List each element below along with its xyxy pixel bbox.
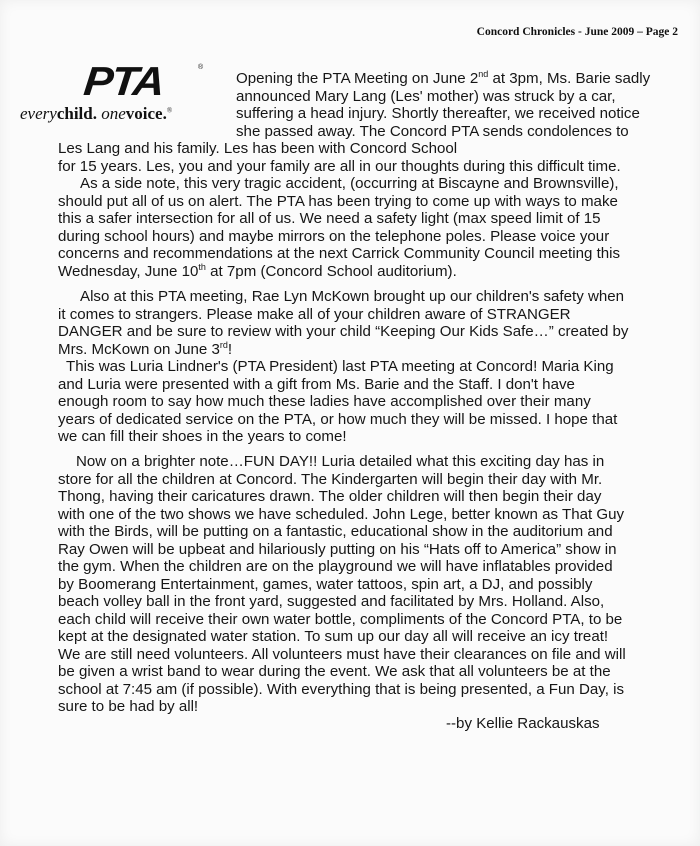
text-line: for 15 years. Les, you and your family are all in our thoughts during this difficult time.: [58, 157, 621, 175]
page-header: Concord Chronicles - June 2009 – Page 2: [476, 26, 678, 38]
article-byline: --by Kellie Rackauskas: [446, 715, 600, 732]
paragraph-opening: [236, 70, 650, 140]
tagline-one: one: [101, 104, 126, 123]
tagline-every: every: [20, 104, 57, 123]
text-line: kept at the designated water station. To sum up our day all will receive an icy treat!: [58, 628, 609, 645]
pta-logo: [20, 60, 228, 140]
text-line: Now on a brighter note…FUN DAY!! Luria detailed what this exciting day has in: [76, 453, 605, 470]
text-line: school at 7:45 am (if possible). With everything that is being presented, a Fun Day, is: [58, 680, 625, 698]
paragraph-luria-farewell: [58, 358, 617, 446]
text-segment: Opening the PTA Meeting on June 2: [236, 70, 479, 87]
ordinal-suffix: nd: [478, 68, 489, 79]
text-line: should put all of us on alert. The PTA has been trying to come up with ways to make: [58, 192, 618, 210]
ordinal-suffix: rd: [219, 339, 228, 350]
text-line: this a safer intersection for all of us. We need a safety light (max speed limit of 15: [58, 210, 601, 227]
text-line: with one of the two shows we have scheduled. John Lege, better known as That Guy: [58, 505, 625, 523]
text-line: suffering a head injury. Shortly thereafter, we received notice: [236, 105, 640, 122]
text-line: each child will receive their own water bottle, compliments of the Concord PTA, to be: [58, 610, 623, 628]
text-line: store for all the children at Concord. The Kindergarten will begin their day with Mr.: [58, 470, 603, 488]
text-line: by Boomerang Entertainment, games, water tattoos, spin art, a DJ, and possibly: [58, 575, 593, 593]
text-line: [236, 70, 650, 88]
text-line: [58, 263, 620, 281]
text-line: As a side note, this very tragic accident, (occurring at Biscayne and Brownsville),: [80, 175, 619, 192]
tagline-voice: voice.: [125, 104, 167, 123]
text-line: it comes to strangers. Please make all of your children aware of STRANGER: [58, 305, 571, 323]
text-line: concerns and recommendations at the next Carrick Community Council meeting this: [58, 245, 621, 262]
text-line: during school hours) and maybe mirrors on the telephone poles. Please voice your: [58, 227, 610, 245]
text-line: the gym. When the children are on the playground we will have inflatables provided: [58, 558, 613, 575]
text-line: be given a wrist band to wear during the event. We ask that all volunteers be at the: [58, 663, 611, 680]
text-line: Ray Owen will be upbeat and hilariously putting on his “Hats off to America” show in: [58, 540, 617, 558]
text-line: [58, 341, 628, 359]
text-segment: !: [227, 340, 233, 358]
text-line: announced Mary Lang (Les' mother) was struck by a car,: [236, 87, 616, 105]
text-line: with the Birds, will be putting on a fantastic, educational show in the auditorium and: [58, 523, 613, 540]
text-line: Also at this PTA meeting, Rae Lyn McKown brought up our children's safety when: [80, 288, 625, 305]
text-line: sure to be had by all!: [58, 698, 199, 715]
text-line: and Luria were presented with a gift from Ms. Barie and the Staff. I don't have: [58, 375, 575, 393]
pta-logo-mark: PTA: [81, 59, 166, 105]
text-segment: at 3pm, Ms. Barie sadly: [488, 70, 651, 87]
tagline-child: child.: [56, 104, 97, 123]
paragraph-opening-continued: [58, 140, 621, 175]
text-segment: at 7pm (Concord School auditorium).: [205, 262, 457, 280]
text-segment: Mrs. McKown on June 3: [58, 340, 220, 358]
ordinal-suffix: th: [198, 261, 206, 272]
paragraph-fun-day: [58, 453, 626, 716]
text-line: Les Lang and his family. Les has been with Concord School: [58, 140, 458, 157]
text-line: we can fill their shoes in the years to come!: [58, 428, 347, 445]
text-line: We are still need volunteers. All volunteers must have their clearances on file and will: [58, 645, 626, 663]
text-line: years of dedicated service on the PTA, or how much they will be missed. I hope that: [58, 410, 618, 428]
paragraph-stranger-danger: [58, 288, 628, 358]
text-line: enough room to say how much these ladies have accomplished over their many: [58, 393, 591, 410]
pta-logo-registered: ®: [198, 64, 204, 71]
text-line: beach volley ball in the front yard, suggested and facilitated by Mrs. Holland. Also,: [58, 593, 605, 610]
pta-logo-tagline: [20, 104, 230, 124]
text-line: DANGER and be sure to review with your child “Keeping Our Kids Safe…” created by: [58, 323, 629, 340]
text-line: Thong, having their caricatures drawn. The older children will then begin their day: [58, 488, 602, 505]
text-line: she passed away. The Concord PTA sends condolences to: [236, 122, 629, 140]
tagline-registered: ®: [166, 106, 173, 115]
text-line: This was Luria Lindner's (PTA President) last PTA meeting at Concord! Maria King: [66, 358, 614, 375]
text-segment: Wednesday, June 10: [58, 262, 199, 280]
paragraph-side-note: [58, 175, 620, 280]
